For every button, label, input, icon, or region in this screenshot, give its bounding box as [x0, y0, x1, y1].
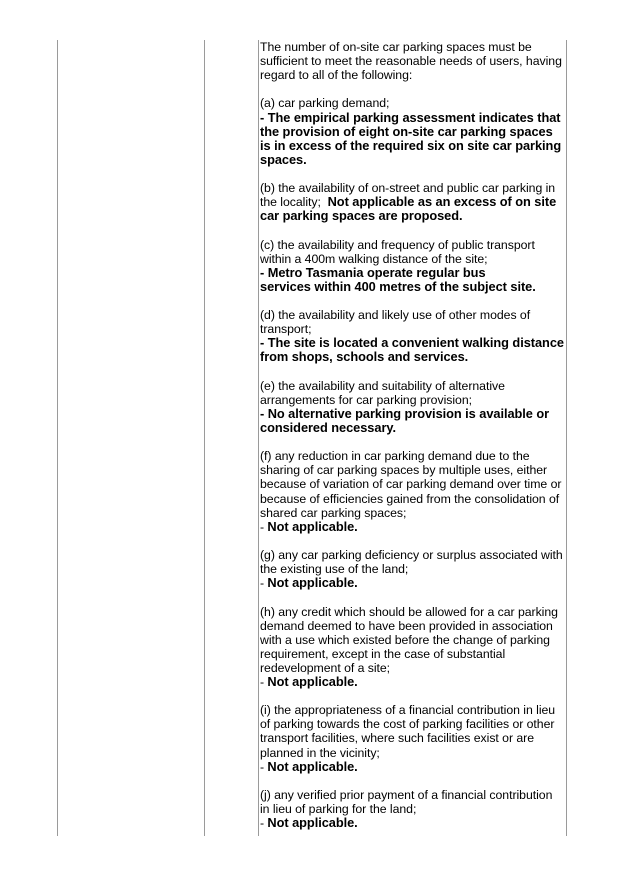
response-i-line [260, 760, 565, 774]
item-d [260, 308, 565, 364]
criterion-b: (b) the availability of on-street and public car parking in the locality; [260, 181, 556, 210]
item-j [260, 788, 565, 830]
criterion-h: (h) any credit which should be allowed for a car parking demand deemed to have been provided in association with a use which existed before the change of parking requirement, except in the case of substantial redevelopment of a site; [260, 604, 558, 675]
response-j-prefix: - [260, 816, 268, 831]
response-i: Not applicable. [267, 758, 358, 774]
table-border-left [57, 40, 58, 836]
item-f [260, 449, 565, 534]
response-h-prefix: - [260, 674, 268, 689]
response-b: Not applicable as an excess of on site car parking spaces are proposed. [260, 194, 557, 224]
response-g: Not applicable. [267, 575, 358, 591]
criterion-f: (f) any reduction in car parking demand due to the sharing of car parking spaces by multiple uses, either because of variation of car parking demand over time or because of efficiencies gained from the consolidation of shared car parking spaces; [260, 449, 562, 520]
criterion-a: (a) car parking demand; [260, 96, 390, 111]
table-border-mid-1 [204, 40, 205, 836]
response-g-prefix: - [260, 576, 268, 591]
criterion-g: (g) any car parking deficiency or surplus associated with the existing use of the land; [260, 548, 563, 577]
response-f-line [260, 520, 565, 534]
item-i [260, 703, 565, 773]
response-c-line-1: - Metro Tasmania operate regular bus [260, 264, 486, 280]
response-i-prefix: - [260, 759, 268, 774]
table-border-mid-2 [258, 40, 259, 836]
criterion-e: (e) the availability and suitability of alternative arrangements for car parking provision; [260, 378, 505, 407]
response-d: - The site is located a convenient walking distance from shops, schools and services. [260, 335, 564, 365]
item-c [260, 238, 565, 294]
response-a: - The empirical parking assessment indicates that the provision of eight on-site car parking spaces is in excess of the required six on site car parking spaces. [260, 109, 562, 167]
criterion-j: (j) any verified prior payment of a financial contribution in lieu of parking for the land; [260, 787, 553, 816]
response-e: - No alternative parking provision is available or considered necessary. [260, 405, 550, 435]
item-e [260, 379, 565, 435]
response-g-line [260, 576, 565, 590]
item-b [260, 181, 565, 223]
intro-text: The number of on-site car parking spaces must be sufficient to meet the reasonable needs of users, having regard to all of the following: [260, 40, 562, 83]
response-f-prefix: - [260, 519, 268, 534]
table-border-right [566, 40, 567, 836]
criterion-d: (d) the availability and likely use of other modes of transport; [260, 308, 531, 337]
requirements-cell [260, 40, 565, 844]
item-g [260, 548, 565, 590]
response-j: Not applicable. [267, 815, 358, 831]
item-h [260, 605, 565, 690]
response-j-line [260, 816, 565, 830]
item-a [260, 96, 565, 166]
criterion-i: (i) the appropriateness of a financial contribution in lieu of parking towards the cost of parking facilities or other transport facilities, where such facilities exist or are planned in the vicinity; [260, 703, 556, 760]
intro-paragraph [260, 40, 565, 82]
response-h-line [260, 675, 565, 689]
response-h: Not applicable. [267, 673, 358, 689]
response-f: Not applicable. [267, 518, 358, 534]
criterion-c: (c) the availability and frequency of public transport within a 400m walking distance of the site; [260, 237, 535, 266]
response-c-line-2: services within 400 metres of the subject site. [260, 278, 536, 294]
